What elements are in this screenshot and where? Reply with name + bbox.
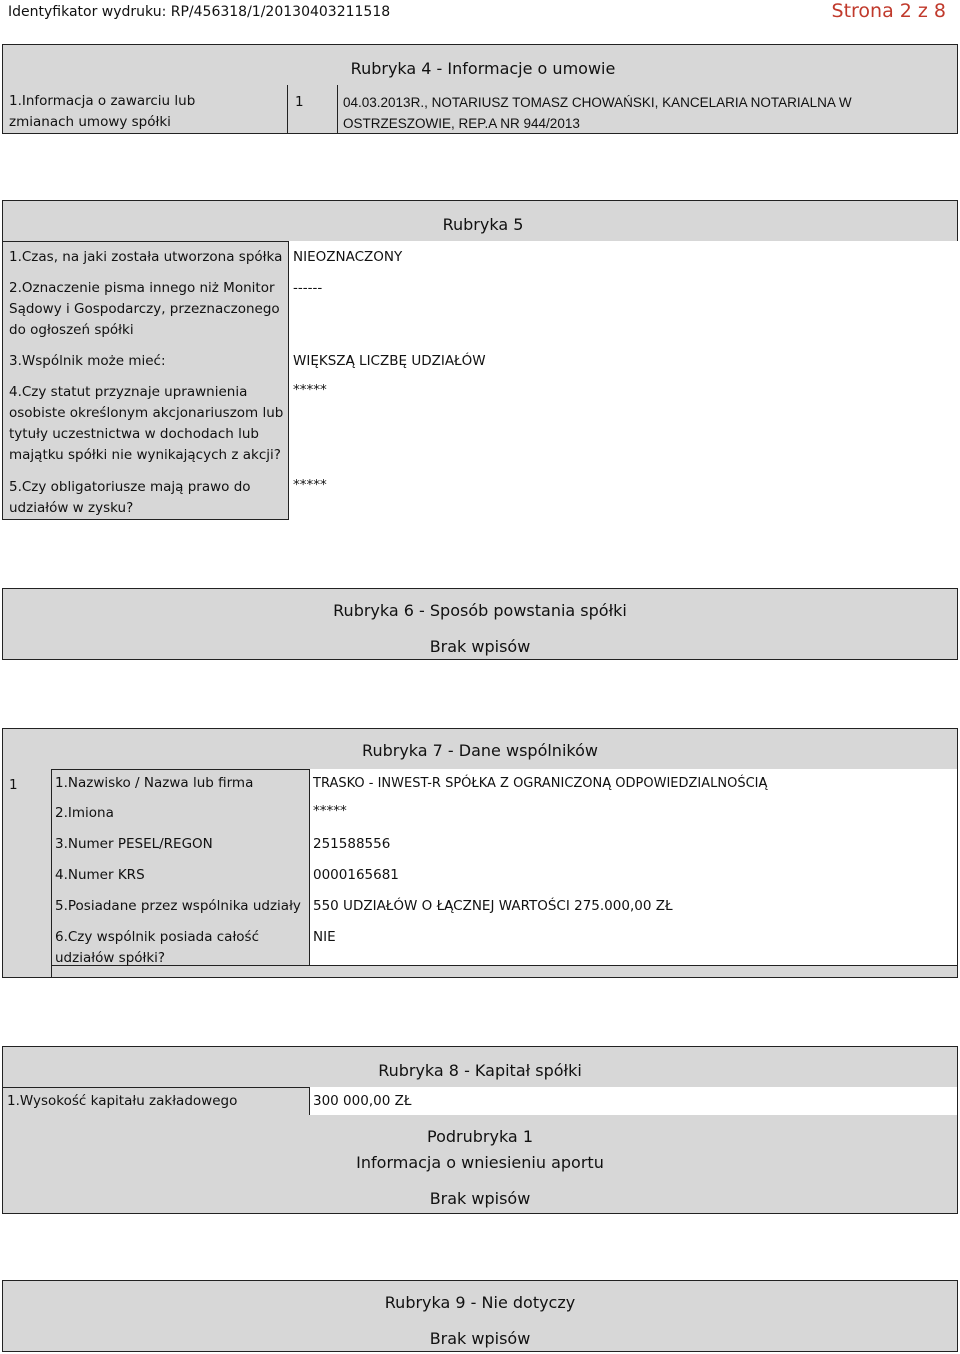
section-rubryka-5 [2, 200, 958, 520]
section-title: Rubryka 5 [442, 215, 524, 234]
subsection-subtitle: Informacja o wniesieniu aportu [356, 1153, 604, 1172]
page-number: Strona 2 z 8 [831, 0, 946, 22]
row-label-first-names: 2.Imiona [55, 805, 114, 821]
section-rubryka-8 [2, 1046, 958, 1214]
row-value-privileges: ***** [293, 382, 327, 398]
row-value-time: NIEOZNACZONY [293, 249, 403, 265]
row-value-partner: WIĘKSZĄ LICZBĘ UDZIAŁÓW [293, 353, 486, 369]
row-value-krs: 0000165681 [313, 867, 399, 883]
row-label-name: 1.Nazwisko / Nazwa lub firma [55, 775, 254, 791]
row-label-announcements: 2.Oznaczenie pisma innego niż Monitor Sądowy i Gospodarczy, przeznaczonego do ogłoszeń spółki [9, 280, 280, 338]
field-label-capital: 1.Wysokość kapitału zakładowego [7, 1093, 238, 1109]
section-title: Rubryka 4 - Informacje o umowie [350, 59, 616, 78]
row-label-krs: 4.Numer KRS [55, 867, 145, 883]
field-value-line2: OSTRZESZOWIE, REP.A NR 944/2013 [343, 116, 580, 131]
empty-entries: Brak wpisów [429, 1189, 531, 1208]
section-title: Rubryka 8 - Kapitał spółki [378, 1061, 582, 1080]
field-value-capital: 300 000,00 ZŁ [313, 1093, 412, 1109]
subsection-title: Podrubryka 1 [427, 1127, 533, 1146]
row-label-privileges: 4.Czy statut przyznaje uprawnienia osobiste określonym akcjonariuszom lub tytuły uczestnictwa w dochodach lub majątku spółki nie wynikających z akcji? [9, 384, 284, 463]
row-value-first-names: ***** [313, 803, 347, 819]
section-title: Rubryka 9 - Nie dotyczy [384, 1293, 576, 1312]
row-label-time: 1.Czas, na jaki została utworzona spółka [9, 249, 283, 265]
row-label-bondholders: 5.Czy obligatoriusze mają prawo do udziałów w zysku? [9, 479, 251, 516]
row-label-shares: 5.Posiadane przez wspólnika udziały [55, 898, 301, 914]
field-label: 1.Informacja o zawarciu lub zmianach umowy spółki [9, 93, 196, 130]
row-label-partner: 3.Wspólnik może mieć: [9, 353, 166, 369]
row-value-name: TRASKO - INWEST-R SPÓŁKA Z OGRANICZONĄ ODPOWIEDZIALNOŚCIĄ [313, 776, 768, 791]
row-value-announcements: ------ [293, 280, 323, 296]
row-label-all-shares: 6.Czy wspólnik posiada całość udziałów spółki? [55, 929, 260, 966]
empty-entries: Brak wpisów [429, 1329, 531, 1348]
row-value-shares: 550 UDZIAŁÓW O ŁĄCZNEJ WARTOŚCI 275.000,00 ZŁ [313, 898, 673, 914]
print-identifier: Identyfikator wydruku: RP/456318/1/20130403211518 [8, 4, 391, 20]
empty-entries: Brak wpisów [429, 637, 531, 656]
row-value-pesel-regon: 251588556 [313, 836, 391, 852]
section-rubryka-9 [2, 1280, 958, 1352]
entry-number: 1 [295, 94, 304, 110]
section-rubryka-4 [2, 44, 958, 134]
section-title: Rubryka 6 - Sposób powstania spółki [333, 601, 627, 620]
row-value-bondholders: ***** [293, 477, 327, 493]
field-value-line1: 04.03.2013R., NOTARIUSZ TOMASZ CHOWAŃSKI, KANCELARIA NOTARIALNA W [343, 95, 852, 110]
section-rubryka-6 [2, 588, 958, 660]
row-value-all-shares: NIE [313, 929, 336, 945]
partner-number: 1 [9, 777, 18, 793]
section-rubryka-7 [2, 728, 958, 978]
row-label-pesel-regon: 3.Numer PESEL/REGON [55, 836, 213, 852]
section-title: Rubryka 7 - Dane wspólników [362, 741, 598, 760]
